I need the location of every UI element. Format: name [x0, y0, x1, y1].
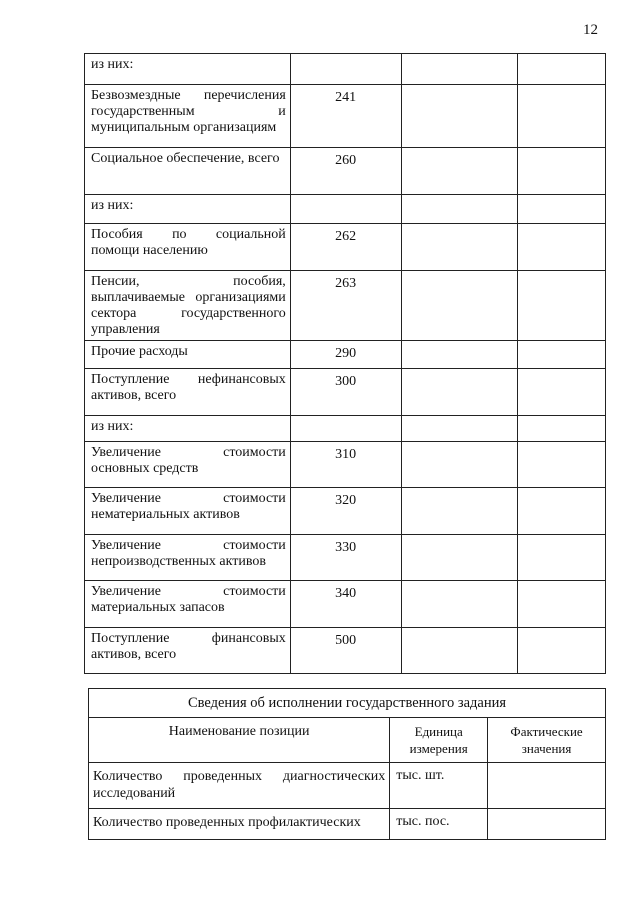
row-name: Безвозмездные перечисления государственным и муниципальным организациям: [85, 85, 291, 148]
value-cell: [518, 54, 606, 85]
header-actual: Фактические значения: [488, 718, 606, 763]
value-cell: [401, 628, 518, 674]
row-code: 330: [290, 535, 401, 581]
value-cell: [518, 85, 606, 148]
row-unit: тыс. пос.: [390, 809, 488, 840]
table-row: [85, 488, 606, 535]
row-name: Социальное обеспечение, всего: [85, 148, 291, 195]
row-name: Увеличение стоимости непроизводственных активов: [85, 535, 291, 581]
row-name: Пенсии, пособия, выплачиваемые организациями сектора государственного управления: [85, 271, 291, 341]
value-cell: [401, 271, 518, 341]
table-row: [85, 195, 606, 224]
row-name: Прочие расходы: [85, 341, 291, 369]
row-code: 290: [290, 341, 401, 369]
row-code: 300: [290, 369, 401, 416]
table-title-row: [89, 689, 606, 718]
table-row: [85, 369, 606, 416]
row-name: из них:: [85, 195, 291, 224]
row-name: Увеличение стоимости основных средств: [85, 442, 291, 488]
value-cell: [401, 416, 518, 442]
table-header-row: [89, 718, 606, 763]
row-name: Поступление финансовых активов, всего: [85, 628, 291, 674]
value-cell: [518, 369, 606, 416]
value-cell: [401, 341, 518, 369]
row-actual: [488, 763, 606, 809]
table-row: [85, 442, 606, 488]
row-code: [290, 416, 401, 442]
value-cell: [518, 271, 606, 341]
value-cell: [401, 581, 518, 628]
row-name: Поступление нефинансовых активов, всего: [85, 369, 291, 416]
row-name: Пособия по социальной помощи населению: [85, 224, 291, 271]
table-row: [85, 224, 606, 271]
header-name: Наименование позиции: [89, 718, 390, 763]
row-name: Увеличение стоимости нематериальных активов: [85, 488, 291, 535]
value-cell: [518, 195, 606, 224]
table-row: [85, 54, 606, 85]
table-row: [85, 148, 606, 195]
table-row: [85, 85, 606, 148]
table-row: [85, 341, 606, 369]
row-code: 320: [290, 488, 401, 535]
table-row: [85, 416, 606, 442]
header-unit: Единица измерения: [390, 718, 488, 763]
value-cell: [518, 581, 606, 628]
value-cell: [518, 416, 606, 442]
row-name: Количество проведенных диагностических исследований: [89, 763, 390, 809]
value-cell: [518, 628, 606, 674]
value-cell: [401, 369, 518, 416]
value-cell: [401, 442, 518, 488]
table-row: [85, 581, 606, 628]
table-title: Сведения об исполнении государственного задания: [89, 689, 606, 718]
table-row: [89, 763, 606, 809]
value-cell: [401, 85, 518, 148]
assignment-table: [88, 688, 606, 840]
row-code: [290, 54, 401, 85]
table-row: [85, 535, 606, 581]
value-cell: [518, 341, 606, 369]
table-row: [89, 809, 606, 840]
row-name: Количество проведенных профилактических: [89, 809, 390, 840]
value-cell: [518, 488, 606, 535]
value-cell: [401, 148, 518, 195]
row-name: Увеличение стоимости материальных запасов: [85, 581, 291, 628]
row-name: из них:: [85, 416, 291, 442]
row-code: 262: [290, 224, 401, 271]
table-row: [85, 628, 606, 674]
value-cell: [518, 442, 606, 488]
value-cell: [401, 535, 518, 581]
value-cell: [401, 488, 518, 535]
row-code: 310: [290, 442, 401, 488]
value-cell: [518, 224, 606, 271]
value-cell: [401, 195, 518, 224]
row-name: из них:: [85, 54, 291, 85]
value-cell: [518, 535, 606, 581]
table-row: [85, 271, 606, 341]
row-code: 340: [290, 581, 401, 628]
row-actual: [488, 809, 606, 840]
row-code: 260: [290, 148, 401, 195]
row-code: [290, 195, 401, 224]
row-unit: тыс. шт.: [390, 763, 488, 809]
row-code: 241: [290, 85, 401, 148]
value-cell: [401, 224, 518, 271]
value-cell: [518, 148, 606, 195]
expenses-table: [84, 53, 606, 674]
row-code: 500: [290, 628, 401, 674]
row-code: 263: [290, 271, 401, 341]
value-cell: [401, 54, 518, 85]
page-number: 12: [583, 22, 598, 38]
